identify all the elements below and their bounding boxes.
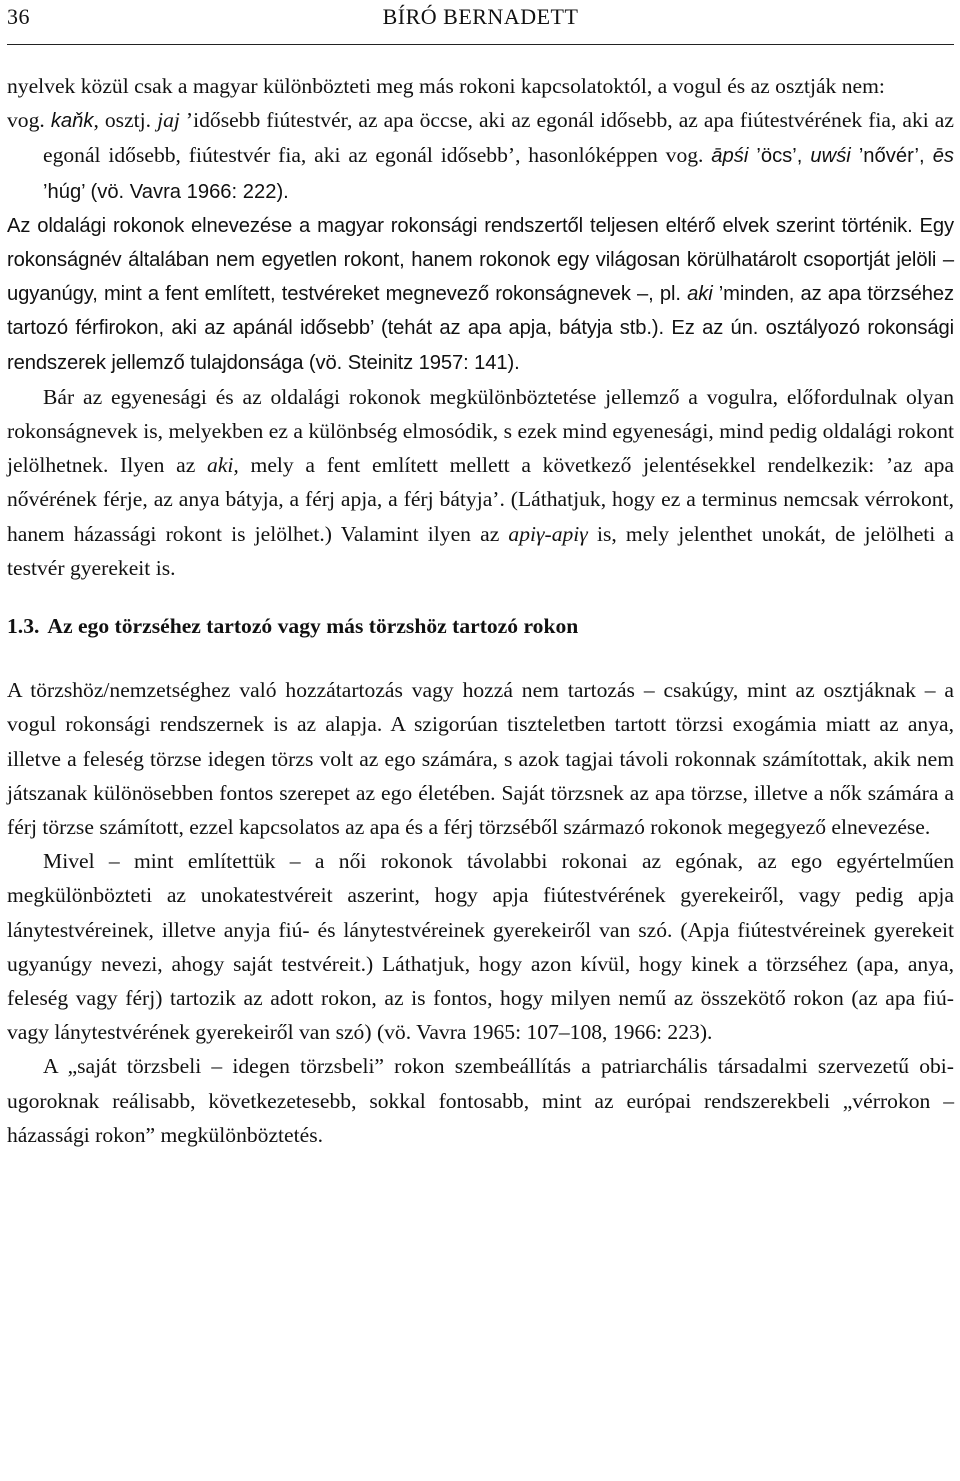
paragraph-text: is, mely jelenthet unokát, de jelölheti a testvér gyerekeit is. xyxy=(7,521,954,580)
term-aki: aki xyxy=(687,283,713,306)
paragraph-text: Az oldalági rokonok elnevezése a magyar rokonsági rendszertől teljesen eltérő elvek szerint történik. Egy rokonságnév általában nem egyetlen rokont, hanem rokonok egy világosan körülhatárolt csoportját jelöli – ugyanúgy, mint a fent említett, testvéreket megnevező rokonságnevek –, pl. xyxy=(7,214,954,306)
example-text: ). xyxy=(276,180,289,203)
example-text: vog. xyxy=(7,108,51,133)
example-block xyxy=(7,103,954,209)
section-number: 1.3. xyxy=(7,614,40,639)
paragraph-collateral xyxy=(7,209,954,380)
paragraph-text: Bár az egyenesági és az oldalági rokonok megkülönböztetése jellemző a vogulra, előfordulnak olyan rokonságnevek is, melyekben ez a különbség elmosódik, s ezek mind egyenesági, mind pedig oldalági rokont jelölhetnek. Ilyen az xyxy=(7,384,954,478)
running-head: BÍRÓ BERNADETT xyxy=(382,4,579,29)
example-text: , osztj. xyxy=(93,108,158,133)
section-title: Az ego törzséhez tartozó vagy más törzshöz tartozó rokon xyxy=(47,614,579,639)
example-term: kaňk xyxy=(50,110,94,133)
page-header xyxy=(7,0,954,45)
example-text: ’nővér’, xyxy=(850,145,933,168)
paragraph-distinction xyxy=(7,380,954,585)
paragraph-intro: nyelvek közül csak a magyar különbözteti meg más rokoni kapcsolatoktól, a vogul és az osztják nem: xyxy=(7,74,885,98)
example-term: ēs xyxy=(932,145,955,168)
example-text: ’húg’ (vö. xyxy=(43,180,130,203)
term-aki: aki, xyxy=(207,453,239,478)
paragraph-text: ’minden, az apa törzséhez tartozó férfirokon, aki az apánál idősebb’ (tehát az apa apja, bátyja stb.). Ez az ún. osztályozó rokonsági rendszerek jellemző tulajdonsága (vö. Steinitz 1957: 141). xyxy=(7,283,954,374)
example-term: āpśi xyxy=(711,145,749,168)
citation: Vavra 1966: 222 xyxy=(129,180,277,203)
section-heading xyxy=(7,609,954,643)
paragraph-contrast: A „saját törzsbeli – idegen törzsbeli” rokon szembeállítás a patriarchális társadalmi szervezetű obi-ugoroknak reálisabb, következetesebb, sokkal fontosabb, mint az európai rendszerekbeli „vérrokon – házassági rokon” megkülönböztetés. xyxy=(7,1054,954,1147)
example-text: ’idősebb fiútestvér, az apa öccse, aki az egonál idősebb, az apa fiútestvérének fia, aki az egonál idősebb, fiútestvér fia, aki az egonál idősebb’, hasonlóképpen vog. xyxy=(43,108,954,168)
example-text: ’öcs’, xyxy=(748,145,811,168)
paragraph-cousins: Mivel – mint említettük – a női rokonok távolabbi rokonai az egónak, az ego egyértelműen megkülönbözteti az unokatestvéreit aszerint, hogy apja fiútestvérének gyerekeiről, vagy pedig apja lánytestvéreinek, illetve anyja fiú- és lánytestvéreinek gyerekeiről van szó. (Apja fiútestvéreinek gyerekeit ugyanúgy nevezi, ahogy saját testvéreit.) Láthatjuk, hogy azon kívül, hogy kinek a törzséhez (apa, anya, feleség vagy férj) tartozik az adott rokon, az is fontos, hogy milyen nemű az összekötő rokon (az apa fiú- vagy lánytestvérének gyerekeiről van szó) (vö. Vavra 1965: 107–108, 1966: 223). xyxy=(7,849,954,1045)
paragraph-tribe: A törzshöz/nemzetséghez való hozzátartozás vagy hozzá nem tartozás – csakúgy, mint az osztjáknak – a vogul rokonsági rendszernek is az alapja. A szigorúan tiszteletben tartott törzsi exogámia miatt az anya, illetve a feleség törzse idegen törzs volt az ego számára, s azok tagjai távoli rokonnak számítottak, akik nem játszanak különösebben fontos szerepet az ego életében. Saját törzsnek az apa törzse, illetve a nők számára a férj törzse számított, ezzel kapcsolatos az apa és a férj törzséből származó rokonok megegyező elnevezése. xyxy=(7,678,954,840)
term-apiy: apiγ-apiγ xyxy=(508,521,588,546)
page-number: 36 xyxy=(7,4,30,29)
example-term: uwśi xyxy=(810,145,851,168)
body-text xyxy=(7,69,954,1152)
example-term: jaj xyxy=(157,108,180,133)
paragraph-text: mely a fent említett mellett a következő jelentésekkel rendelkezik: ’az apa nővérének férje, az anya bátyja, a férj apja, a férj bátyja’. (Láthatjuk, hogy ez a terminus nemcsak vérrokont, hanem házassági rokont is jelölhet.) Valamint ilyen az xyxy=(7,453,955,546)
